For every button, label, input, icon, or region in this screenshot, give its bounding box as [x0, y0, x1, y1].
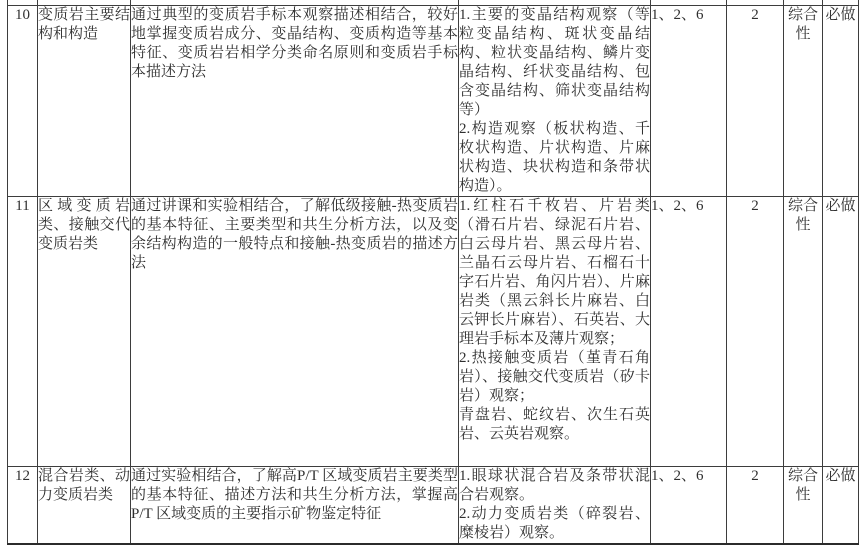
- refs-cell: 1、2、6: [651, 197, 727, 467]
- content-item: 1.眼球状混合岩及条带状混合岩观察。: [459, 468, 650, 503]
- content-item: 2.热接触变质岩（堇青石角岩）、接触交代变质岩（矽卡岩）观察；: [459, 350, 650, 404]
- content-item: 青盘岩、蛇纹岩、次生石英岩、云英岩观察。: [459, 407, 650, 442]
- row-number-cell: 10: [8, 6, 38, 197]
- content-cell: [459, 467, 651, 545]
- table-row: [8, 197, 859, 467]
- type-cell: 综合性: [784, 197, 823, 467]
- type-cell: 综合性: [784, 6, 823, 197]
- content-cell: [459, 6, 651, 197]
- refs-cell: 1、2、6: [651, 467, 727, 545]
- hours-cell: 2: [727, 6, 784, 197]
- hours-cell: 2: [727, 467, 784, 545]
- description-cell: 通过实验相结合，了解高P/T 区域变质岩主要类型的基本特征、描述方法和共生分析方法，掌握高P/T 区域变质的主要指示矿物鉴定特征: [131, 467, 459, 545]
- course-experiments-table: [7, 0, 859, 545]
- content-cell: [459, 197, 651, 467]
- topic-cell: 混合岩类、动力变质岩类: [38, 467, 131, 545]
- required-cell: 必做: [823, 197, 859, 467]
- table-row: [8, 6, 859, 197]
- row-number-cell: 11: [8, 197, 38, 467]
- type-cell: 综合性: [784, 467, 823, 545]
- description-cell: 通过典型的变质岩手标本观察描述相结合，较好地掌握变质岩成分、变晶结构、变质构造等基本特征、变质岩岩相学分类命名原则和变质岩手标本描述方法: [131, 6, 459, 197]
- content-item: 2.动力变质岩类（碎裂岩、糜棱岩）观察。: [459, 506, 650, 541]
- content-item: 1.主要的变晶结构观察（等粒变晶结构、斑状变晶结构、粒状变晶结构、鳞片变晶结构、纤状变晶结构、包含变晶结构、筛状变晶结构等）: [459, 7, 650, 118]
- row-number-cell: 12: [8, 467, 38, 545]
- topic-cell: 变质岩主要结构和构造: [38, 6, 131, 197]
- required-cell: 必做: [823, 6, 859, 197]
- description-cell: 通过讲课和实验相结合，了解低级接触-热变质岩的基本特征、主要类型和共生分析方法，以及变余结构构造的一般特点和接触-热变质岩的描述方法: [131, 197, 459, 467]
- content-item: 1.红柱石千枚岩、片岩类（滑石片岩、绿泥石片岩、白云母片岩、黑云母片岩、兰晶石云母片岩、石榴石十字石片岩、角闪片岩）、片麻岩类（黑云斜长片麻岩、白云钾长片麻岩）、石英岩、大理岩手标本及薄片观察；: [459, 198, 650, 347]
- content-item: 2.构造观察（板状构造、千枚状构造、片状构造、片麻状构造、块状构造和条带状构造）。: [459, 121, 650, 194]
- topic-cell: 区域变质岩类、接触交代变质岩类: [38, 197, 131, 467]
- required-cell: 必做: [823, 467, 859, 545]
- refs-cell: 1、2、6: [651, 6, 727, 197]
- hours-cell: 2: [727, 197, 784, 467]
- table-row: [8, 467, 859, 545]
